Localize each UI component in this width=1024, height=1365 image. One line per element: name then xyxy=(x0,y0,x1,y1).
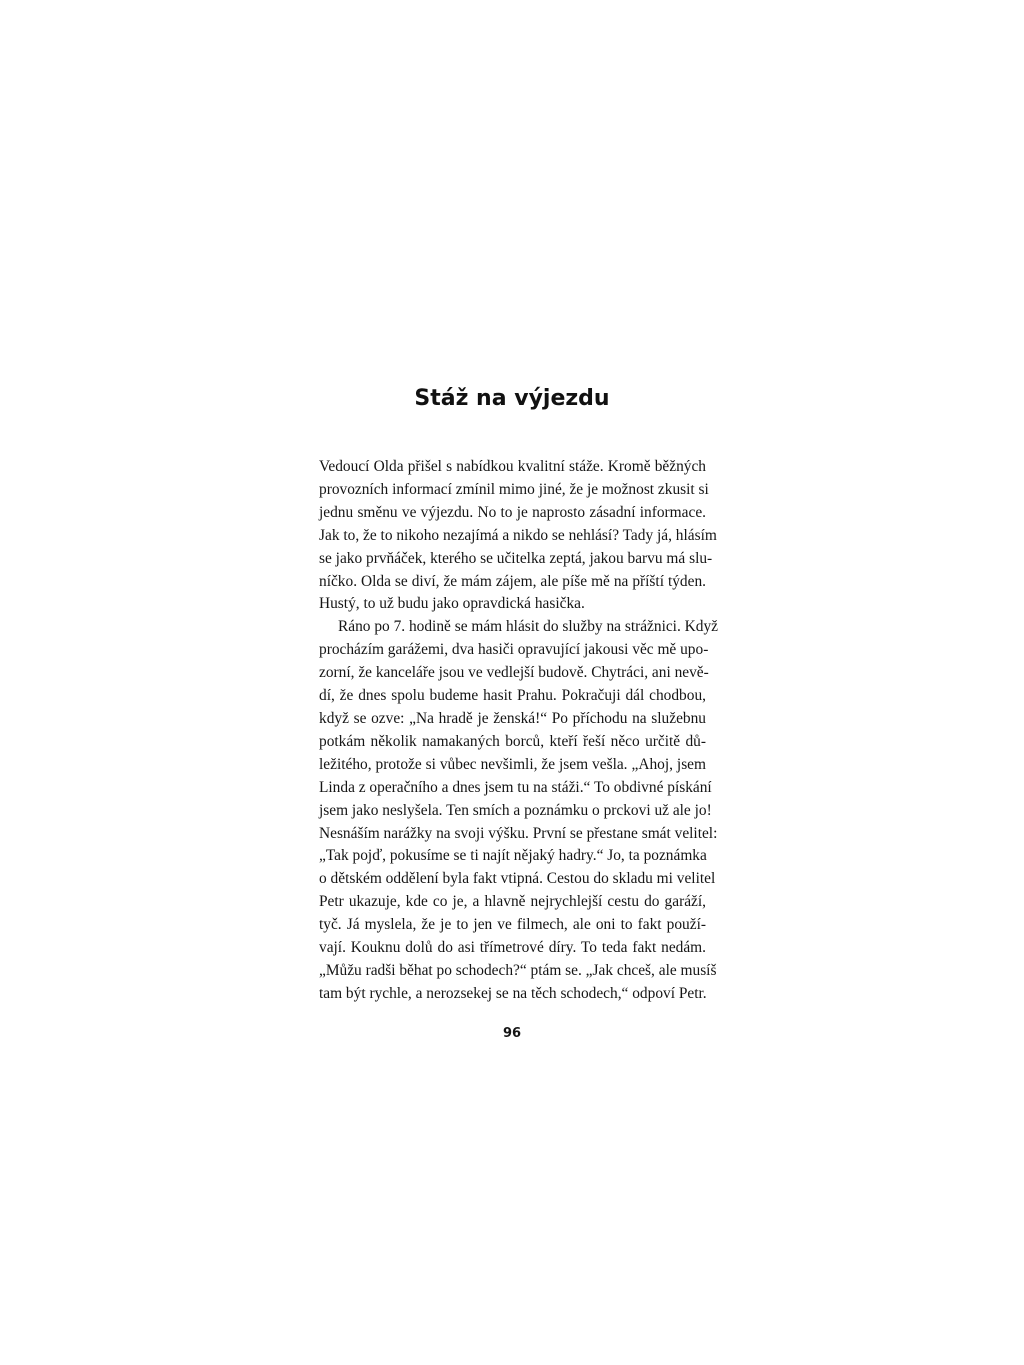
paragraph-2 xyxy=(319,616,718,1005)
text-line: o dětském oddělení byla fakt vtipná. Cestou do skladu mi velitel xyxy=(319,870,716,888)
text-line: procházím garážemi, dva hasiči opravující jakousi věc mě upo- xyxy=(319,641,709,659)
text-line: vají. Kouknu dolů do asi třímetrové díry. To teda fakt nedám. xyxy=(319,939,706,957)
text-line: tyč. Já myslela, že je to jen ve filmech, ale oni to fakt použí- xyxy=(319,916,706,934)
text-line: zorní, že kanceláře jsou ve vedlejší budově. Chytráci, ani nevě- xyxy=(319,664,709,682)
text-line: jednu směnu ve výjezdu. No to je naprosto zásadní informace. xyxy=(319,503,706,521)
page-number: 96 xyxy=(502,1026,522,1041)
text-line: „Můžu radši běhat po schodech?“ ptám se. „Jak chceš, ale musíš xyxy=(319,961,717,979)
text-line: Ráno po 7. hodině se mám hlásit do služby na strážnici. Když xyxy=(338,618,718,636)
text-line: když se ozve: „Na hradě je ženská!“ Po příchodu na služebnu xyxy=(319,709,706,727)
text-line: Jak to, že to nikoho nezajímá a nikdo se nehlásí? Tady já, hlásím xyxy=(319,526,717,544)
chapter-title: Stáž na výjezdu xyxy=(414,386,610,411)
text-line: níčko. Olda se diví, že mám zájem, ale píše mě na příští týden. xyxy=(319,572,706,590)
text-line: ležitého, protože si vůbec nevšimli, že jsem vešla. „Ahoj, jsem xyxy=(319,755,706,773)
body-text xyxy=(319,456,718,1006)
text-line: Nesnáším narážky na svoji výšku. První se přestane smát velitel: xyxy=(319,824,718,842)
text-line: provozních informací zmínil mimo jiné, že je možnost zkusit si xyxy=(319,480,709,498)
text-line: „Tak pojď, pokusíme se ti najít nějaký hadry.“ Jo, ta poznámka xyxy=(319,847,707,865)
text-line: potkám několik namakaných borců, kteří řeší něco určitě dů- xyxy=(319,732,706,750)
text-line: jsem jako neslyšela. Ten smích a poznámku o prckovi už ale jo! xyxy=(319,801,712,819)
paragraph-1 xyxy=(319,456,717,616)
text-line: Petr ukazuje, kde co je, a hlavně nejrychlejší cestu do garáží, xyxy=(319,893,706,911)
text-line: tam být rychle, a nerozsekej se na těch schodech,“ odpoví Petr. xyxy=(319,984,707,1002)
text-line: dí, že dnes spolu budeme hasit Prahu. Pokračuji dál chodbou, xyxy=(319,687,706,705)
text-line: se jako prvňáček, kterého se učitelka zeptá, jakou barvu má slu- xyxy=(319,549,713,567)
text-line: Vedoucí Olda přišel s nabídkou kvalitní stáže. Kromě běžných xyxy=(319,458,706,475)
text-line: Hustý, to už budu jako opravdická hasička. xyxy=(319,595,585,613)
text-line: Linda z operačního a dnes jsem tu na stáži.“ To obdivné pískání xyxy=(319,778,712,796)
